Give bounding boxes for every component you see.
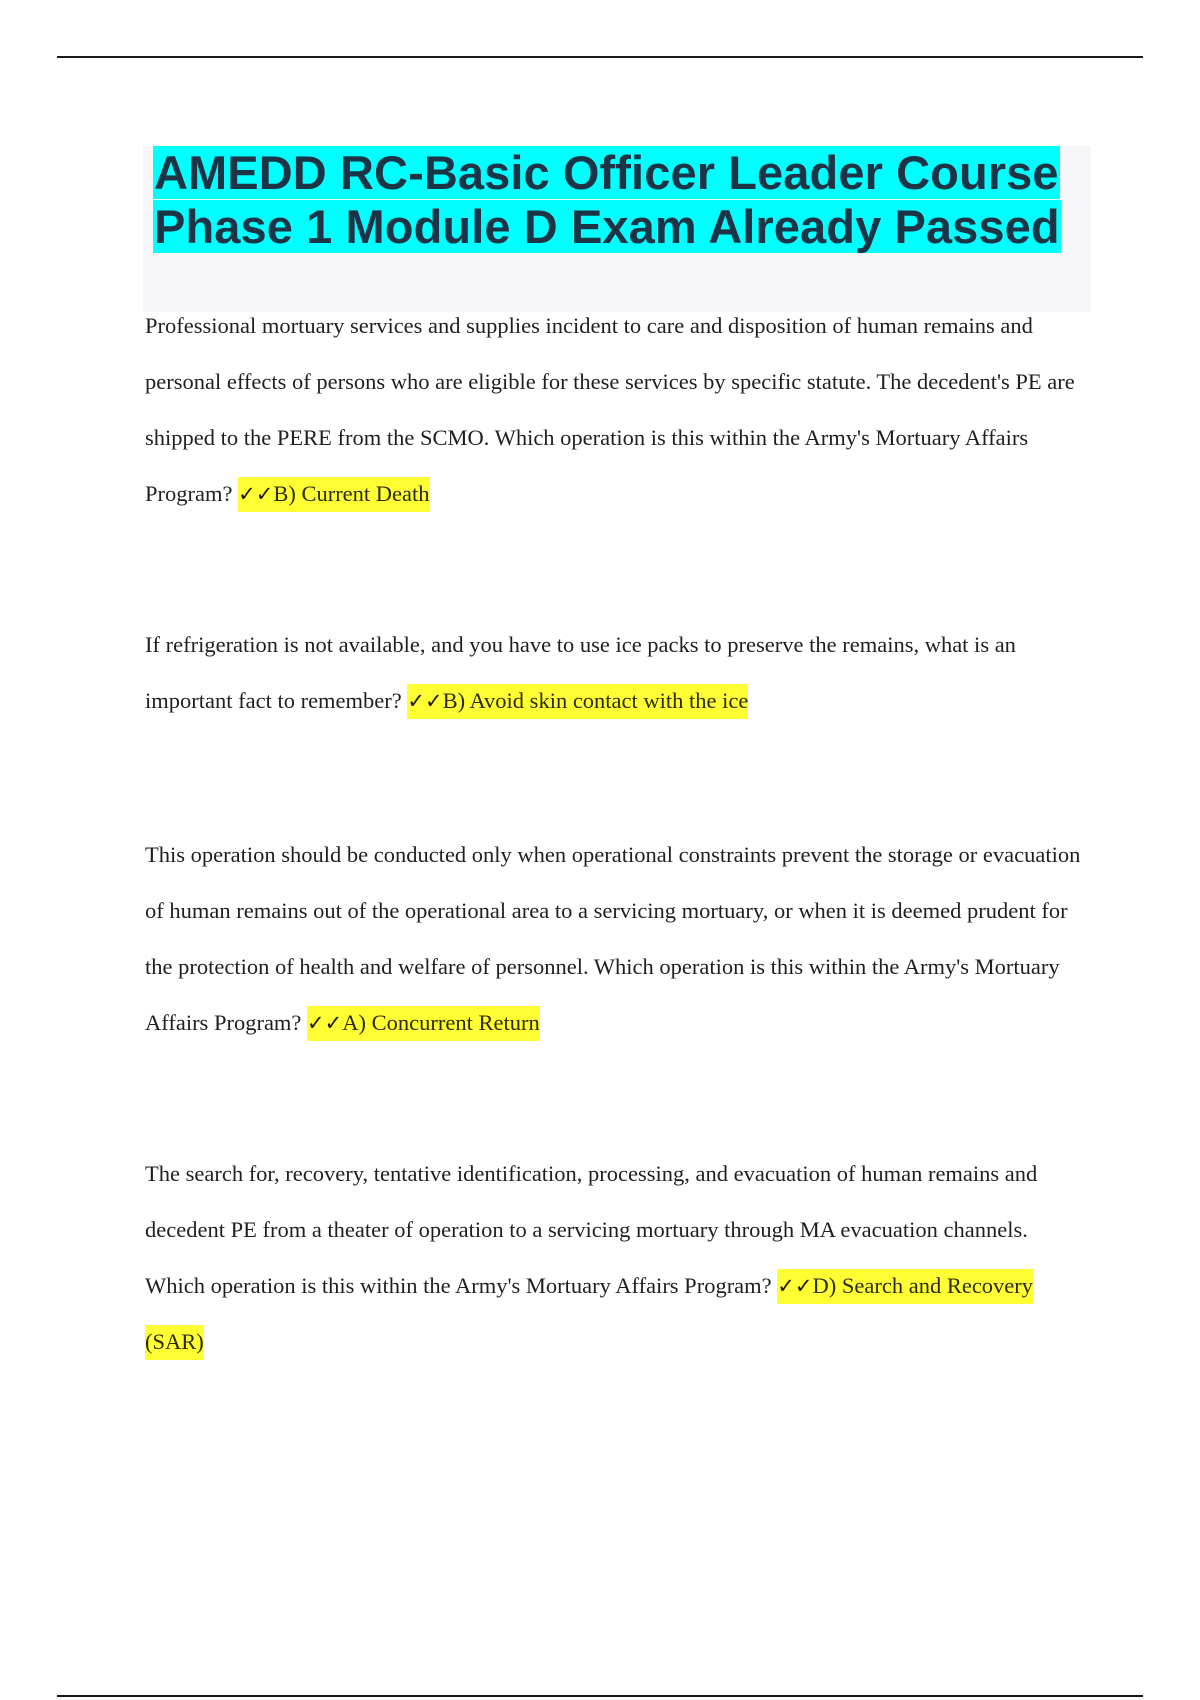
bottom-rule — [57, 1695, 1143, 1697]
title-line-1: AMEDD RC-Basic Officer Leader Course — [154, 146, 1059, 199]
answer-text: B) Avoid skin contact with the ice — [442, 688, 749, 713]
double-check-icon: ✓✓ — [238, 482, 274, 506]
question-text: Professional mortuary services and supplies incident to care and disposition of human remains and personal effects of persons who are eligible for these services by specific statute. The decedent's PE are shipped to the PERE from the SCMO. Which operation is this within the Army's Mortuary Affairs Program? — [145, 313, 1075, 506]
answer-text: B) Current Death — [273, 481, 430, 506]
answer-highlight — [307, 1006, 540, 1041]
question-item — [145, 1146, 1085, 1370]
double-check-icon: ✓✓ — [777, 1274, 813, 1298]
question-text: This operation should be conducted only when operational constraints prevent the storage or evacuation of human remains out of the operational area to a servicing mortuary, or when it is deemed prudent for the protection of health and welfare of personnel. Which operation is this within the Army's Mortuary Affairs Program? — [145, 842, 1081, 1035]
title-line-2: Phase 1 Module D Exam Already Passed — [154, 200, 1060, 253]
question-item — [145, 827, 1085, 1051]
question-item — [145, 298, 1085, 522]
double-check-icon: ✓✓ — [407, 689, 443, 713]
question-text: If refrigeration is not available, and you have to use ice packs to preserve the remains, what is an important fact to remember? — [145, 632, 1016, 713]
answer-highlight — [238, 477, 429, 512]
question-item — [145, 617, 1085, 729]
page-title — [153, 146, 1085, 254]
answer-highlight — [407, 684, 748, 719]
double-check-icon: ✓✓ — [307, 1011, 343, 1035]
top-rule — [57, 56, 1143, 58]
answer-text: A) Concurrent Return — [342, 1010, 540, 1035]
answer-text: D) Search and Recovery (SAR) — [145, 1273, 1034, 1354]
question-text: The search for, recovery, tentative identification, processing, and evacuation of human remains and decedent PE from a theater of operation to a servicing mortuary through MA evacuation channels. Which operation is this within the Army's Mortuary Affairs Program? — [145, 1161, 1038, 1298]
